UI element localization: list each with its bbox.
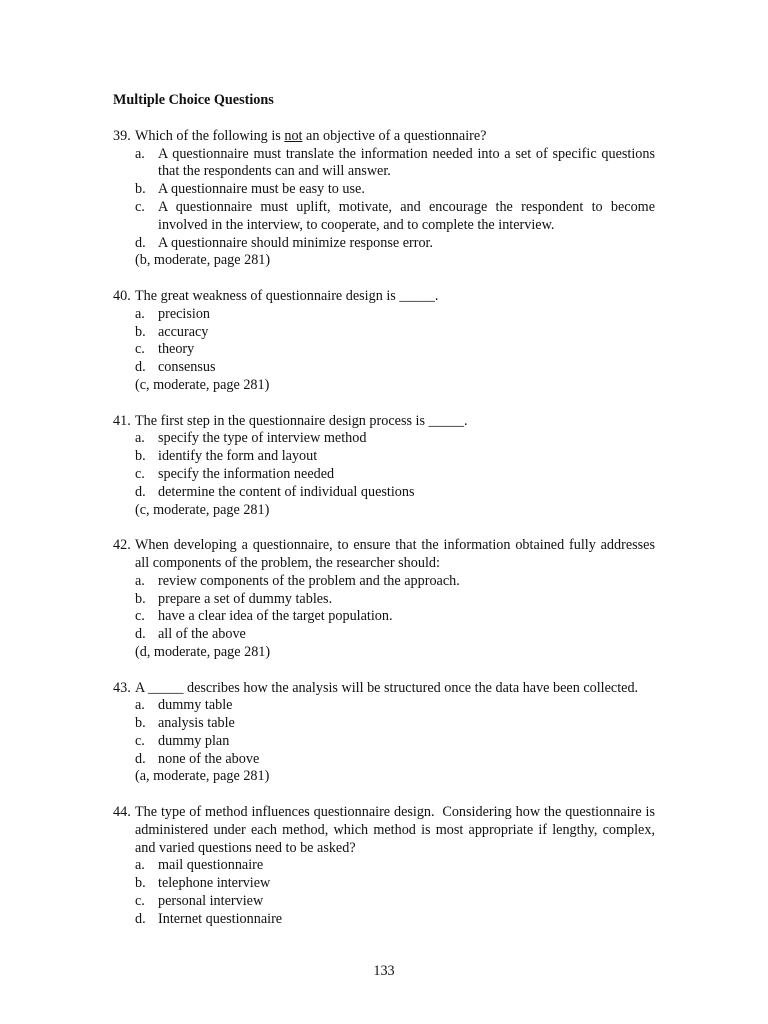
option-text: review components of the problem and the approach. — [158, 572, 460, 589]
option-text: accuracy — [158, 323, 209, 340]
option-letter: c. — [135, 198, 145, 215]
option-letter: d. — [135, 359, 146, 376]
option-b — [135, 324, 655, 342]
option-text: none of the above — [158, 750, 260, 767]
question-41 — [113, 413, 655, 520]
option-text: A questionnaire must translate the information needed into a set of specific questions that the respondents can and will answer. — [158, 145, 655, 180]
option-letter: c. — [135, 732, 145, 749]
option-text: A questionnaire should minimize response error. — [158, 234, 434, 251]
option-letter: a. — [135, 857, 145, 874]
question-stem — [113, 413, 655, 431]
option-c — [135, 199, 655, 235]
option-letter: b. — [135, 715, 146, 732]
option-letter: c. — [135, 341, 145, 358]
question-number: 40. — [113, 287, 131, 304]
option-b — [135, 875, 655, 893]
option-b — [135, 181, 655, 199]
question-text: The type of method influences questionnaire design. Considering how the questionnaire is administered under each method, which method is most appropriate if lengthy, complex, and varied questions need to be asked? — [135, 804, 659, 856]
option-text: determine the content of individual questions — [158, 483, 415, 500]
option-letter: b. — [135, 875, 146, 892]
question-text: When developing a questionnaire, to ensure that the information obtained fully addresses all components of the problem, the researcher should: — [135, 537, 655, 571]
option-a — [135, 857, 655, 875]
option-letter: a. — [135, 697, 145, 714]
option-text: precision — [158, 305, 211, 322]
option-text: theory — [158, 341, 195, 358]
question-number: 41. — [113, 412, 131, 429]
option-text: analysis table — [158, 715, 235, 732]
question-text-part: an objective of a questionnaire? — [302, 127, 487, 144]
question-43 — [113, 680, 655, 787]
answer-key: (d, moderate, page 281) — [135, 643, 271, 660]
option-text: personal interview — [158, 893, 264, 910]
option-text: specify the type of interview method — [158, 430, 367, 447]
question-text: A _____ describes how the analysis will be structured once the data have been collected. — [135, 679, 639, 696]
option-letter: c. — [135, 893, 145, 910]
option-letter: b. — [135, 323, 146, 340]
option-text: dummy table — [158, 697, 233, 714]
option-letter: d. — [135, 750, 146, 767]
option-text: identify the form and layout — [158, 448, 318, 465]
answer-key: (c, moderate, page 281) — [135, 501, 270, 518]
option-text: Internet questionnaire — [158, 910, 283, 927]
answer-key: (c, moderate, page 281) — [135, 376, 270, 393]
option-a — [135, 146, 655, 182]
question-number: 43. — [113, 679, 131, 696]
option-letter: b. — [135, 448, 146, 465]
question-text: The great weakness of questionnaire design is _____. — [135, 287, 439, 304]
option-letter: d. — [135, 483, 146, 500]
question-stem — [113, 537, 655, 573]
answer-key: (b, moderate, page 281) — [135, 252, 271, 269]
option-b — [135, 591, 655, 609]
option-letter: a. — [135, 305, 145, 322]
question-stem — [113, 804, 659, 857]
option-b — [135, 448, 655, 466]
option-letter: c. — [135, 465, 145, 482]
question-text — [135, 128, 655, 146]
option-text: A questionnaire must uplift, motivate, and encourage the respondent to become involved in the interview, to cooperate, and to complete the interview. — [158, 198, 655, 233]
option-letter: a. — [135, 430, 145, 447]
question-text: The first step in the questionnaire design process is _____. — [135, 412, 468, 429]
option-b — [135, 715, 655, 733]
question-44 — [113, 804, 659, 929]
page-content — [113, 92, 659, 946]
option-text: A questionnaire must be easy to use. — [158, 181, 365, 198]
option-c — [135, 341, 655, 359]
option-letter: b. — [135, 590, 146, 607]
option-d — [135, 626, 655, 644]
option-text: specify the information needed — [158, 465, 335, 482]
option-d — [135, 911, 655, 929]
option-text: dummy plan — [158, 732, 230, 749]
option-letter: c. — [135, 608, 145, 625]
option-a — [135, 306, 655, 324]
option-a — [135, 573, 655, 591]
option-text: have a clear idea of the target population. — [158, 608, 393, 625]
option-text: all of the above — [158, 626, 246, 643]
option-letter: d. — [135, 910, 146, 927]
question-42 — [113, 537, 655, 662]
question-number: 42. — [113, 537, 131, 554]
option-letter: b. — [135, 181, 146, 198]
question-stem — [113, 128, 655, 146]
option-letter: d. — [135, 626, 146, 643]
option-d — [135, 235, 655, 253]
option-c — [135, 608, 655, 626]
section-heading: Multiple Choice Questions — [113, 92, 274, 108]
question-stem — [113, 288, 655, 306]
option-d — [135, 751, 655, 769]
question-40 — [113, 288, 655, 395]
option-text: telephone interview — [158, 875, 271, 892]
option-c — [135, 893, 655, 911]
underlined-word: not — [284, 127, 303, 144]
option-d — [135, 484, 655, 502]
option-d — [135, 359, 655, 377]
question-39 — [113, 128, 655, 270]
option-c — [135, 733, 655, 751]
question-text-part: Which of the following is — [135, 127, 285, 144]
answer-key: (a, moderate, page 281) — [135, 768, 270, 785]
option-text: mail questionnaire — [158, 857, 264, 874]
option-letter: a. — [135, 572, 145, 589]
page-number: 133 — [373, 963, 395, 979]
option-letter: d. — [135, 234, 146, 251]
option-text: prepare a set of dummy tables. — [158, 590, 333, 607]
question-stem — [113, 680, 655, 698]
option-a — [135, 430, 655, 448]
option-text: consensus — [158, 359, 216, 376]
question-number: 44. — [113, 804, 131, 821]
option-a — [135, 697, 655, 715]
option-c — [135, 466, 655, 484]
option-letter: a. — [135, 145, 145, 162]
question-number: 39. — [113, 127, 131, 144]
